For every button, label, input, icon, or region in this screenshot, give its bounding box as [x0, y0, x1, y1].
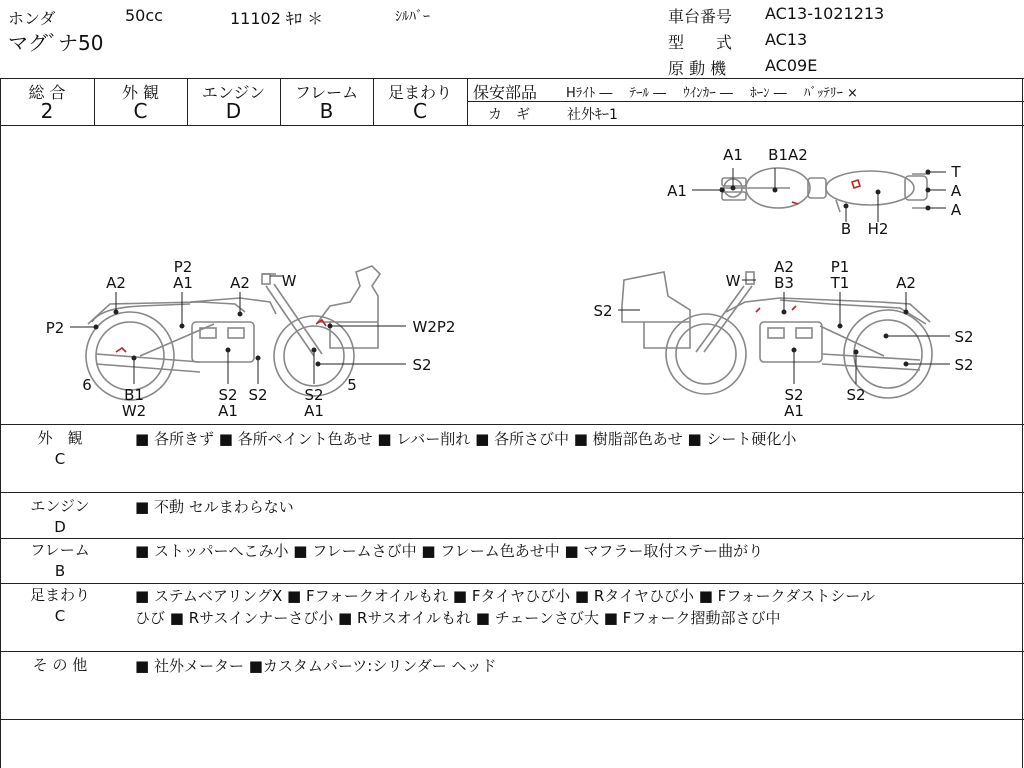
diagram-label: B1A2	[768, 146, 808, 164]
condition-text-suspension-2: ひび ■ Rサスインナーさび小 ■ Rサスオイルもれ ■ チェーンさび大 ■ Fフォーク摺動部さび中	[135, 609, 781, 627]
damage-marks	[116, 180, 860, 352]
engine-label: 原 動 機	[668, 59, 727, 78]
diagram-label: W	[725, 272, 741, 290]
diagram-label: S2	[954, 356, 974, 374]
damage-diagram	[0, 126, 1024, 424]
condition-text-suspension-1: ■ ステムベアリングX ■ Fフォークオイルもれ ■ Fタイヤひび小 ■ Rタイヤひび小 ■ Fフォークダストシール	[135, 587, 875, 605]
color: ｼﾙﾊﾞｰ	[395, 9, 430, 25]
condition-label-other: そ の 他	[32, 656, 88, 674]
grade-header-exterior: 外 観	[121, 83, 160, 102]
diagram-label: A	[950, 182, 962, 200]
displacement: 50cc	[125, 6, 163, 25]
divider	[0, 424, 1024, 425]
divider	[0, 583, 1024, 584]
condition-label-engine: エンジン D	[30, 497, 90, 536]
diagram-label: B	[840, 220, 852, 238]
diagram-label: S2	[784, 386, 804, 404]
condition-label-exterior: 外 観 C	[37, 429, 83, 468]
safety-label: 保安部品	[473, 83, 538, 102]
diagram-label: S2	[593, 302, 613, 320]
grade-header-suspension: 足まわり	[387, 83, 452, 102]
diagram-label: T1	[830, 274, 850, 292]
diagram-label: A2	[774, 258, 794, 276]
grade-engine: D	[225, 99, 242, 123]
divider	[0, 651, 1024, 652]
key-label: カ ギ	[488, 107, 530, 123]
grade-header-engine: エンジン	[201, 83, 266, 102]
safety-items: Hﾗｲﾄ ― ﾃｰﾙ ― ｳｲﾝｶｰ ― ﾎｰﾝ ― ﾊﾞｯﾃﾘｰ ×	[566, 86, 858, 101]
engine-value: AC09E	[765, 56, 818, 75]
diagram-label: P2	[173, 258, 193, 276]
diagram-label: T	[951, 163, 961, 181]
grade-suspension: C	[413, 99, 427, 123]
top-view-bike	[720, 168, 930, 212]
diagram-label: S2	[248, 386, 268, 404]
condition-text-frame: ■ ストッパーへこみ小 ■ フレームさび中 ■ フレーム色あせ中 ■ マフラー取付ステー曲がり	[135, 542, 764, 560]
frame-no-label: 車台番号	[668, 7, 733, 26]
diagram-label: A1	[784, 402, 804, 420]
diagram-label: B3	[774, 274, 794, 292]
diagram-label: 6	[82, 376, 92, 394]
mileage: 11102 ｷﾛ ＊	[230, 9, 324, 28]
diagram-label: A2	[106, 274, 126, 292]
maker: ホンダ	[8, 9, 56, 28]
diagram-label: S2	[218, 386, 238, 404]
grade-total: 2	[40, 99, 54, 123]
divider	[0, 78, 1024, 79]
diagram-label: A1	[723, 146, 743, 164]
divider	[0, 492, 1024, 493]
type-label: 型 式	[668, 33, 733, 52]
diagram-label: A1	[304, 402, 324, 420]
diagram-label: A	[950, 201, 962, 219]
key-value: 社外ｷｰ1	[567, 107, 618, 123]
model-name: マグﾞナ50	[8, 31, 104, 55]
frame-no: AC13-1021213	[765, 4, 885, 23]
diagram-label: A2	[896, 274, 916, 292]
type-value: AC13	[765, 30, 808, 49]
diagram-label: S2	[412, 356, 432, 374]
divider	[0, 538, 1024, 539]
grade-frame: B	[319, 99, 334, 123]
diagram-label: A2	[230, 274, 250, 292]
condition-label-suspension: 足まわり C	[29, 586, 90, 625]
diagram-label: A1	[667, 182, 687, 200]
divider	[468, 101, 1024, 102]
border-left	[0, 78, 1, 768]
diagram-label: A1	[173, 274, 193, 292]
diagram-label: P1	[830, 258, 850, 276]
grade-exterior: C	[133, 99, 148, 123]
divider	[0, 719, 1024, 720]
diagram-label: A1	[218, 402, 238, 420]
condition-text-engine: ■ 不動 セルまわらない	[135, 498, 294, 516]
diagram-label: 5	[347, 376, 357, 394]
diagram-label: W	[281, 272, 297, 290]
diagram-label: P2	[45, 319, 65, 337]
diagram-label: H2	[867, 220, 889, 238]
grade-header-frame: フレーム	[294, 83, 359, 102]
grade-header-total: 総 合	[28, 83, 66, 102]
condition-label-frame: フレーム B	[30, 541, 90, 580]
diagram-label: S2	[954, 328, 974, 346]
diagram-label: S2	[846, 386, 866, 404]
diagram-label: B1	[124, 386, 144, 404]
diagram-label: S2	[304, 386, 324, 404]
condition-text-exterior: ■ 各所きず ■ 各所ペイント色あせ ■ レバー削れ ■ 各所さび中 ■ 樹脂部色あせ ■ シート硬化小	[135, 430, 797, 448]
condition-text-other: ■ 社外メーター ■カスタムパーツ:シリンダー ヘッド	[135, 657, 497, 675]
diagram-label: W2P2	[412, 318, 456, 336]
border-right	[1022, 78, 1023, 768]
diagram-label: W2	[121, 402, 147, 420]
